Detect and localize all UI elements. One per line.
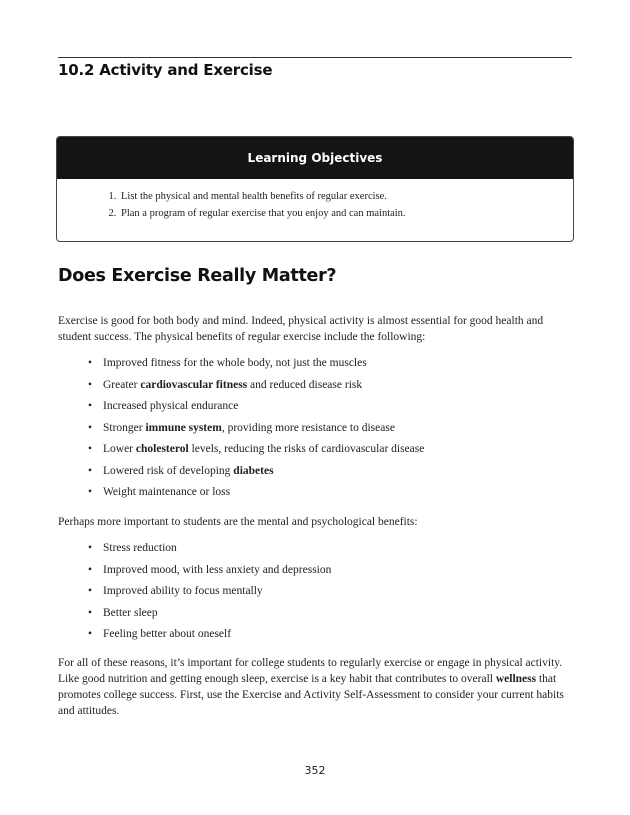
page-number: 352 <box>304 764 326 777</box>
list-item-text: Better sleep <box>103 606 158 619</box>
list-item <box>88 399 424 421</box>
list-item-text: Improved mood, with less anxiety and depression <box>103 563 332 576</box>
list-item <box>88 606 331 628</box>
mental-benefits-list <box>88 541 331 649</box>
list-item <box>88 442 424 464</box>
list-item-text: and reduced disease risk <box>247 378 363 391</box>
intro-paragraph: Exercise is good for both body and mind. Indeed, physical activity is almost essential for good health and student success. The physical benefits of regular exercise include the following: <box>58 315 544 343</box>
closing-text: For all of these reasons, it’s important for college students to regularly exercise or engage in physical activity. Like good nutrition and getting enough sleep, exercise is a key habit that contributes to overall <box>58 657 563 685</box>
section-heading: Does Exercise Really Matter? <box>58 266 337 286</box>
list-item-text: levels, reducing the risks of cardiovascular disease <box>188 443 425 455</box>
list-item-text: , providing more resistance to disease <box>221 421 395 434</box>
key-term: immune system <box>145 421 222 434</box>
list-item-text: Feeling better about oneself <box>103 628 232 640</box>
learning-objectives-header: Learning Objectives <box>57 137 573 179</box>
objective-item: 2. Plan a program of regular exercise that you enjoy and can maintain. <box>119 208 573 219</box>
key-term: diabetes <box>233 464 274 477</box>
list-item <box>88 563 331 585</box>
list-item <box>88 464 424 486</box>
list-item <box>88 584 331 606</box>
list-item-text: Stronger <box>103 421 146 434</box>
top-rule <box>58 57 572 58</box>
list-item-text: Stress reduction <box>103 542 177 554</box>
bullet-icon: • <box>88 378 93 391</box>
list-item <box>88 356 424 378</box>
list-item <box>88 378 424 400</box>
list-item-text: Greater <box>103 378 141 391</box>
list-item-text: Increased physical endurance <box>103 400 239 412</box>
list-item <box>88 627 331 649</box>
list-item-text: Lowered risk of developing <box>103 464 234 477</box>
list-item-text: Improved fitness for the whole body, not just the muscles <box>103 357 367 369</box>
bullet-icon: • <box>88 486 93 498</box>
list-item-text: Weight maintenance or loss <box>103 486 231 498</box>
bullet-icon: • <box>88 400 93 412</box>
closing-paragraph <box>58 655 574 719</box>
physical-benefits-list <box>88 356 424 507</box>
bullet-icon: • <box>88 563 93 576</box>
bullet-icon: • <box>88 464 93 477</box>
objective-item: 1. List the physical and mental health benefits of regular exercise. <box>119 191 573 202</box>
bullet-icon: • <box>88 585 93 597</box>
key-term: wellness <box>495 673 537 685</box>
list-item-text: Improved ability to focus mentally <box>103 585 263 597</box>
bullet-icon: • <box>88 542 93 554</box>
list-item <box>88 541 331 563</box>
list-item <box>88 485 424 507</box>
bullet-icon: • <box>88 443 93 455</box>
list-item-text: Lower <box>103 443 136 455</box>
bullet-icon: • <box>88 357 93 369</box>
bullet-icon: • <box>88 628 93 640</box>
key-term: cardiovascular fitness <box>140 378 248 391</box>
mental-benefits-intro: Perhaps more important to students are the mental and psychological benefits: <box>58 516 418 528</box>
bullet-icon: • <box>88 606 93 619</box>
key-term: cholesterol <box>135 443 189 455</box>
learning-objectives-list <box>57 179 573 219</box>
closing-text: that promotes college success. First, use the Exercise and Activity Self-Assessment to consider your current habits and attitudes. <box>58 673 564 717</box>
learning-objectives-box <box>56 136 574 242</box>
bullet-icon: • <box>88 421 93 434</box>
list-item <box>88 421 424 443</box>
section-title: 10.2 Activity and Exercise <box>58 61 273 79</box>
